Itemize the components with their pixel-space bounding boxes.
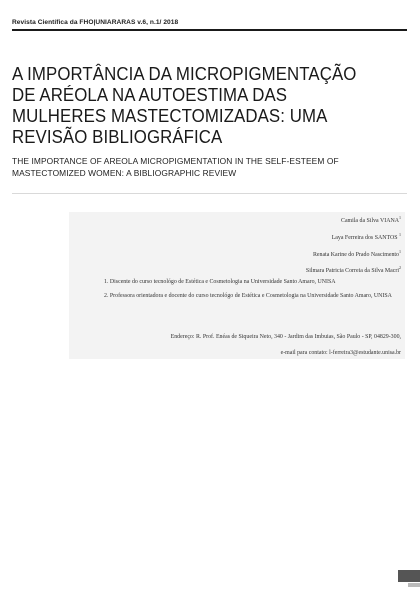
scroll-indicator[interactable] [398,570,420,582]
article-title: A IMPORTÂNCIA DA MICROPIGMENTAÇÃO DE ARÉOLA NA AUTOESTIMA DAS MULHERES MASTECTOMIZADAS: UMA REVISÃO BIBLIOGRÁFICA [12,63,357,147]
author-name: Laya Ferreira dos SANTOS [331,234,398,241]
author-name: Renata Karine do Prado Nascimento [312,251,399,258]
author-mark: 1 [399,232,401,237]
affiliation-2: 2. Professora orientadora e docente do curso tecnológo de Estética e Cosmetologia na Universidade Santo Amaro, UNISA [104,293,392,299]
scroll-indicator-shadow [408,583,420,587]
author-mark: 1 [399,249,401,254]
journal-header: Revista Científica da FHO|UNIARARAS v.6, n.1/ 2018 [12,19,179,26]
author-4 [306,264,401,275]
author-2 [332,231,401,242]
author-name: Camila da Silva VIANA [341,217,399,224]
affiliation-1: 1. Discente do curso tecnológo de Estética e Cosmetologia na Universidade Santo Amaro, UNISA [104,279,336,285]
author-info-box [69,212,405,359]
author-1 [341,214,401,225]
header-divider [12,29,407,31]
contact-email: e-mail para contato: l-ferreira3@estudante.unisa.br [280,350,401,356]
author-mark: 1 [399,215,401,220]
article-subtitle-english: THE IMPORTANCE OF AREOLA MICROPIGMENTATION IN THE SELF-ESTEEM OF MASTECTOMIZED WOMEN: A BIBLIOGRAPHIC REVIEW [12,156,339,178]
address-line: Endereço: R. Prof. Enéas de Siqueira Neto, 340 - Jardim das Imbuias, São Paulo - SP, 04829-300, [170,334,401,340]
author-name: Silmara Patricia Correia da Silva Macri [305,267,399,274]
title-divider [12,193,407,194]
author-3 [313,248,401,259]
author-mark: 2 [399,265,401,270]
